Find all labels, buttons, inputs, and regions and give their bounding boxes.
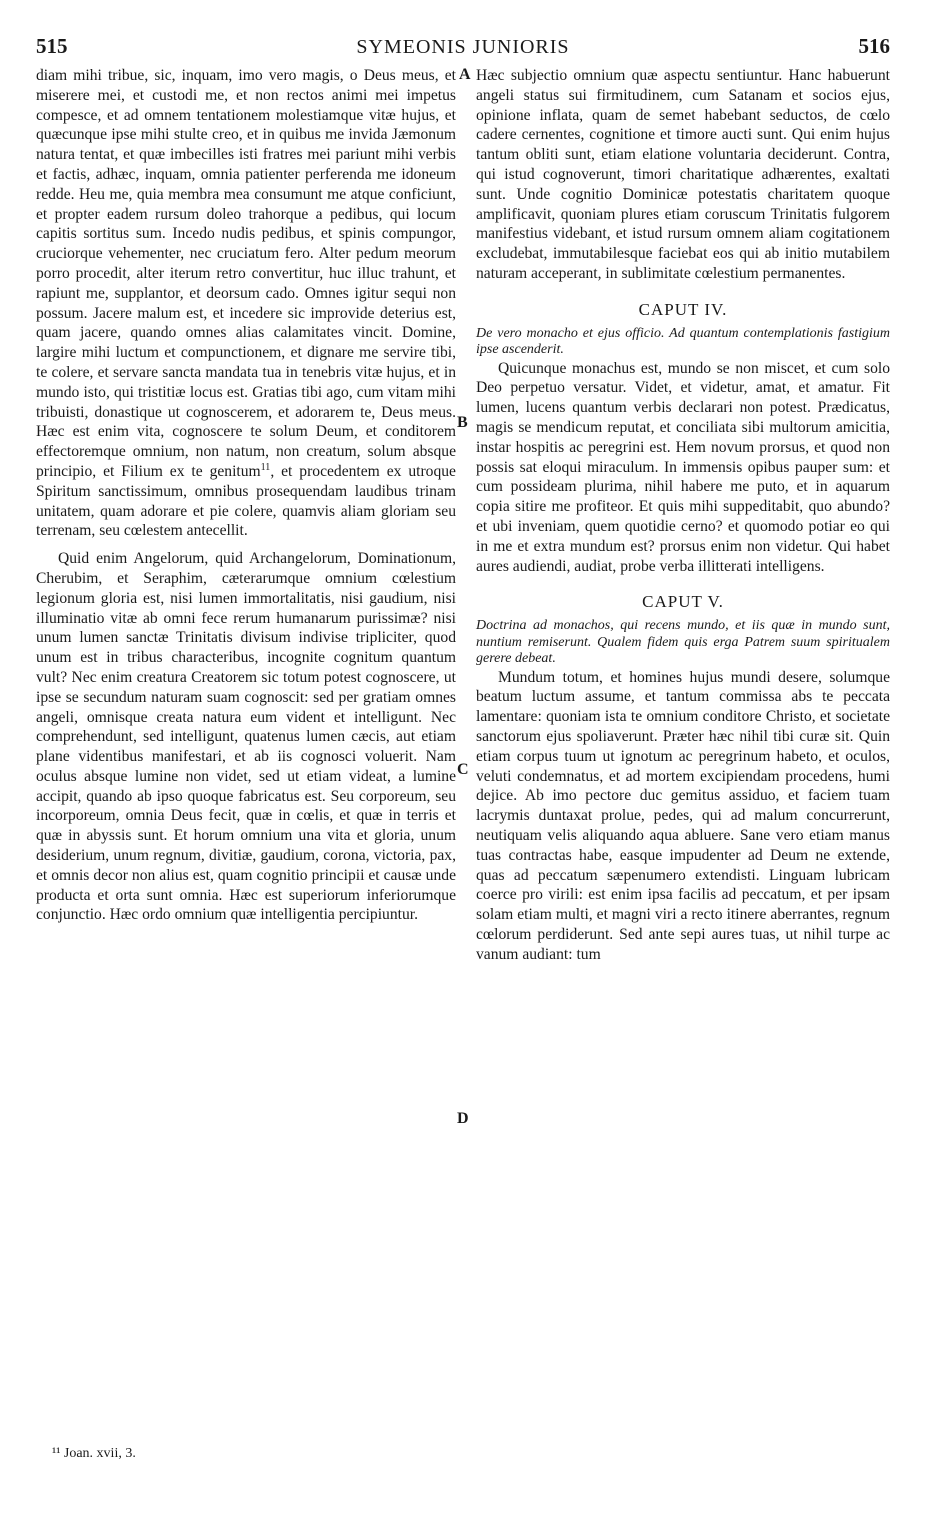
margin-letter-a: A (459, 66, 471, 83)
left-paragraph-1-text: diam mihi tribue, sic, inquam, imo vero magis, o Deus meus, et miserere mei, et custodi me, et non rectos animi mei impetus compesce, et ad omnem tentationem molestiamque vitæ hujus, et quæcunque ipse mihi stulte creo, et in quibus me invida Jæmonum natura tentat, et quæ imbecilles isti fratres mei pariunt mihi verbis et factis, adhæc, inquam, omnia patienter perferenda me idoneum redde. Heu me, quia membra mea consumunt me atque conficiunt, et propter eadem rursum doleo trahorque a pedibus, qui locum capitis sortitus sum. Incedo nudis pedibus, et spinis compungor, cruciorque vehementer, nec cruciatum fero. Alter pedum meorum porro procedit, alter iterum retro convertitur, huc illuc trahunt, et rapiunt me, supplantor, et deorsum cado. Omnes igitur sequi non possum. Jacere malum est, et incedere sic improvide deterius est, quam jacere, quando omnes alias calamitates vincit. Domine, largire mihi luctum et compunctionem, et dignare me servire tibi, te colere, et servare sancta mandata tua in tenebris vitæ hujus, et in mundo isto, qui tristitiæ locus est. Gratias tibi ago, cum vitam mihi tribuisti, donastique ut cognoscerem, et adorarem te, Deus meus. Hæc est enim vita, cognoscere te solum Deum, et conditorem effectoremque omnium, non natum, non creatum, solum absque principio, et Filium ex te genitum (36, 67, 456, 480)
margin-letter-c: C (457, 761, 469, 778)
page-number-left: 515 (36, 34, 68, 58)
page-header (36, 30, 890, 64)
caput-iv-summary: De vero monacho et ejus officio. Ad quantum contemplationis fastigium ipse ascenderit. (476, 325, 890, 358)
margin-letter-b: B (457, 414, 468, 431)
left-paragraph-2: Quid enim Angelorum, quid Archangelorum, Dominationum, Cherubim, et Seraphim, cæterarumque omnium cœlestium legionum gloria est, nisi lumen immortalitatis, nisi gaudium, nisi illuminatio vitæ ab omni fece rerum humanarum purissimæ? nisi unum lumen sanctæ Trinitatis divisum indivise tripliciter, quod unum est in tribus characteribus, incognite cognitum quantum vult? Nec enim creatura Creatorem sic totum potest cognoscere, ut ipse se secundum naturam suam cognoscit: sed per gratiam omnes angeli, omnisque creata natura eum vident et intelligunt. Nec comprehendunt, sed intelligunt, quatenus lumen cæcis, aut etiam plane videntibus manifestari, et ab iis cognosci voluerit. Nam oculus absque lumine non videt, sed ut etiam videat, a lumine accipit, quando ab ipso quoque fabricatus est. Seu corporeum, seu incorporeum, omnia Deus fecit, quæ in cœlis, et quæ in terris et quæ in abyssis sunt. Et horum omnium una vita et gloria, unum desiderium, unum regnum, divitiæ, gaudium, corona, victoria, pax, et omnis decor non alius est, quam cognitio principii et causæ unde producta et orta sunt omnia. Hæc est superiorum inferiorumque conjunctio. Hæc ordo omnium quæ intelligentia percipiuntur. (36, 550, 456, 924)
left-paragraph-1-end: , et procedentem ex utroque Spiritum sanctissimum, omnibus prosequendam laudibus trinam unitatem, quam adorare et pie colere, quamvis aliam gloriam seu terrenam, seu cœlestem antecellit. (36, 462, 456, 540)
margin-letter-d: D (457, 1110, 469, 1127)
caput-v-text: Mundum totum, et homines hujus mundi desere, solumque beatum luctum assume, et tantum commissa abs te peccata lamentare: quoniam ista te omnium conditore Christo, et societate sanctorum ejus spoliaverunt. Præter hæc nihil tibi curæ sit. Quin etiam corpus tuum ut ignotum ac peregrinum habeto, et oculos, veluti condemnatus, et ad mortem excipiendam procedens, humi dejice. Ab imo pectore duc gemitus assiduo, et faciem tuam lacrymis duntaxat prolue, pedes, qui ad malum concurrerunt, neutiquam velis aliquando aqua abluere. Sane vero etiam manus tuas contractas habe, easque impudenter ad Deum ne extende, quas ad peccatum sæpenumero extendisti. Linguam lubricam coerce pro virili: est enim ipsa facilis ad peccatum, et per ipsam solam etiam multi, et magni viri a recto itinere aberrantes, regnum cœlorum perdiderunt. Sed ante sepi aures tuas, ut nihil turpe ac vanum audiant: tum (476, 668, 890, 963)
left-paragraph-1 (36, 66, 456, 541)
page-number-right: 516 (858, 34, 890, 58)
footnote: ¹¹ Joan. xvii, 3. (52, 1446, 136, 1461)
left-column (36, 66, 456, 925)
running-title: SYMEONIS JUNIORIS (356, 36, 570, 58)
caput-iv-heading: CAPUT IV. (638, 299, 728, 319)
right-paragraph-1: Hæc subjectio omnium quæ aspectu sentiuntur. Hanc habuerunt angeli status sui firmitudinem, cum Satanam et socios ejus, opinione inflata, quam de semet habebant seductos, de cœlo cadere cernentes, cognitione et timore aucti sunt. Qui enim hujus tantum obliti sunt, etiam elatione voluntaria deciderunt. Contra, qui istud cognoverunt, timori charitatique adhærentes, exaltati sunt. Unde cognitio Dominicæ potestatis charitatem quoque amplificavit, quoniam plures etiam coruscum Trinitatis fulgorem manifestius videbant, et istud rursum omnem aliam cogitationem excludebat, immutabilesque faciebat eos qui ab initio mutabilem naturam acceperant, in sublimitate cœlestium permanentes. (476, 67, 890, 282)
caput-v-summary: Doctrina ad monachos, qui recens mundo, et iis quæ in mundo sunt, nuntium remiserunt. Qualem fidem quis erga Patrem suum spiritualem gerere debeat. (476, 618, 890, 667)
right-column (476, 66, 890, 965)
caput-iv-text: Quicunque monachus est, mundo se non miscet, et cum solo Deo perpetuo versatur. Videt, et videtur, amat, et amatur. Fit lumen, lucens quantum verbis declarari non potest. Prædicatus, magis se mendicum reputat, et conciliata sibi multorum amicitia, instar hospitis ac peregrini est. Hem novum prorsus, et quod non possis sat eloqui miraculum. In immensis opibus pauper sum: et cum possideam plurima, nihil habere me puto, et in aquarum copia sitire me profiteor. Et quis mihi suppeditabit, quo abundo? et ubi inveniam, quem quotidie cerno? et quomodo potiar eo qui in me et extra mundum est? prorsus enim non videtur. Qui habet aures audiendi, audiat, probe verba illitterati intelligens. (476, 359, 890, 575)
caput-v-heading: CAPUT V. (642, 592, 724, 612)
footnote-reference: 11 (260, 461, 271, 473)
